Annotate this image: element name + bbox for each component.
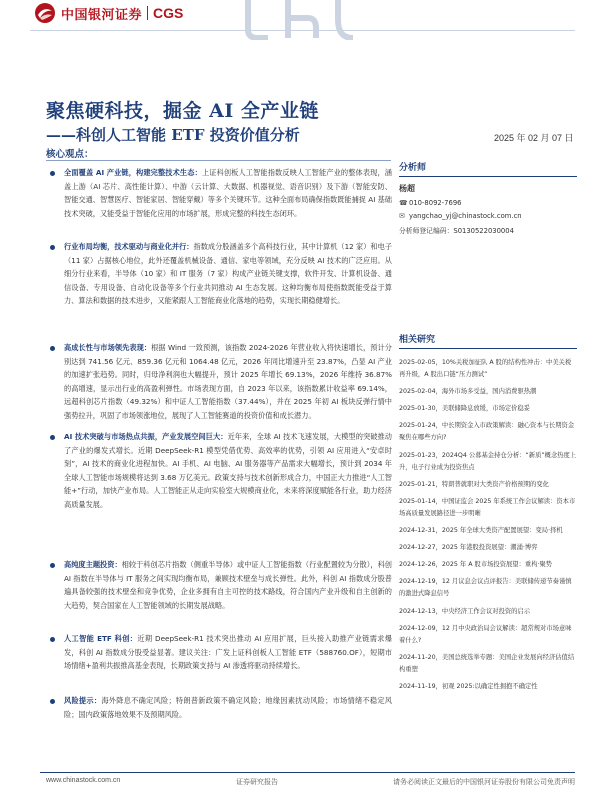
bullet-dot-icon [50, 699, 55, 704]
bullet-dot-icon [50, 435, 55, 440]
phone-icon: ☎ [399, 199, 408, 207]
related-heading: 相关研究 [399, 332, 577, 349]
related-item[interactable]: 2024-12-19，12 月议息会议点评报告：美联储传递节奏谨慎的激进式降息信号 [399, 578, 572, 598]
core-views-divider [46, 160, 391, 161]
bullet-text: 指数成分股涵盖多个高科技行业，其中计算机（12 家）和电子（11 家）占据核心地位，此外还覆盖机械设备、通信、家电等领域，充分反映 AI 技术的广泛应用。从细分行业来看，半导体（10 家）和 IT 服务（7 家）构成产业链关键支撑，软件开发、计算机设备、通信设备、专用设备、自动化设备等多个行业共同推动 AI 生态发展。这种均衡布局使指数既能受益于算力、算法和数据的技术进步，又能紧跟人工智能商业化落地的趋势，实现长期稳健增长。 [64, 242, 392, 306]
logo-text-cn: 中国银河证券 [61, 7, 143, 23]
header-divider [30, 30, 575, 31]
bullet-lead: 高纯度主题投资： [64, 560, 122, 569]
bullet-dot-icon [50, 637, 55, 642]
related-item[interactable]: 2025-01-21，特朗普就职对大类资产价格预期的变化 [399, 480, 549, 488]
bullet-text: 近期 DeepSeek-R1 技术突出推动 AI 应用扩展，巨头接入助推产业链需求爆发，科创 AI 指数成分股受益显著。建议关注：广发上证科创板人工智能 ETF（588760.OF），短期市场情绪+盈利共振推高基金表现，长期政策支持与 AI 渗透将驱动持续增长。 [64, 634, 392, 671]
bullet-text: 根据 Wind 一致预测，该指数 2024-2026 年营业收入将快速增长，预计分别达到 741.56 亿元、859.36 亿元和 1064.48 亿元，2026 年同比增速升至 23.87%，凸显 AI 产业的加速扩张趋势。同时，归母净利润也大幅提升，预计 2025 年增长 69.13%，2026 年维持 36.87% 的高增速，显示出行业的高盈利弹性。市场表现方面，自 2023 年以来，该指数累计收益率 69.14%，远超科创芯片指数（49.32%）和中证人工智能指数（37.44%），并在 2025 年初 AI 板块反弹行情中强势拉升，巩固了市场领涨地位，展现了人工智能赛道的投资价值和成长潜力。 [64, 343, 392, 420]
bullet-lead: AI 技术突破与市场热点共振，产业发展空间巨大： [64, 432, 228, 441]
bullet-item [46, 240, 392, 308]
related-item[interactable]: 2024-12-31，2025 年全球大类资产配置展望：变局·择机 [399, 527, 563, 535]
bullet-dot-icon [50, 346, 55, 351]
bullet-item [46, 632, 392, 673]
footer-disclaimer: 请务必阅读正文最后的中国银河证券股份有限公司免责声明 [393, 778, 575, 786]
related-item[interactable]: 2024-11-19，初观 2025:以确定性拥抱不确定性 [399, 682, 538, 690]
related-research-panel [399, 332, 577, 698]
analyst-panel [399, 160, 577, 235]
mail-icon: ✉ [399, 212, 405, 220]
related-item[interactable]: 2024-12-09，12 月中央政治局会议解读：超常规对市场意味着什么? [399, 624, 572, 644]
analyst-email [399, 212, 577, 220]
related-item[interactable]: 2025-02-04，海外市场多受益，国内消费驱热潮 [399, 388, 537, 396]
page-header [0, 0, 600, 32]
footer-website[interactable]: www.chinastock.com.cn [46, 777, 121, 784]
analyst-phone [399, 199, 577, 207]
report-date: 2025 年 02 月 07 日 [494, 133, 574, 143]
related-item[interactable]: 2025-01-23，2024Q4 公募基金持仓分析：“新质”概念热度上升，电子行业成为投资焦点 [399, 451, 577, 471]
bullet-dot-icon [50, 245, 55, 250]
related-list [399, 357, 577, 698]
bullet-item [46, 166, 392, 220]
bullet-lead: 行业布局均衡，技术驱动与商业化并行： [64, 242, 194, 251]
logo-mark-icon [34, 2, 56, 24]
bullet-dot-icon [50, 563, 55, 568]
analyst-heading: 分析师 [399, 160, 577, 177]
bullet-dot-icon [50, 171, 55, 176]
bullet-item [46, 694, 392, 721]
bullet-lead: 风险提示： [64, 696, 102, 705]
analyst-email-address[interactable]: yangchao_yj@chinastock.com.cn [409, 212, 522, 220]
bullet-text: 上证科创板人工智能指数反映人工智能产业的整体表现，涵盖上游（AI 芯片、高性能计算）、中游（云计算、大数据、机器视觉、语音识别）及下游（智能安防、智能交通、智慧医疗、智能家居、智能穿戴）等多个关键环节。这种全面布局确保指数既能捕捉 AI 基础技术突破，又能受益于智能化应用的市场扩展，形成完整的科技生态闭环。 [64, 168, 392, 218]
related-item[interactable]: 2024-12-13，中央经济工作会议对投资的启示 [399, 607, 531, 615]
bullet-lead: 高成长性与市场领先表现： [64, 343, 152, 352]
bullet-text: 海外降息不确定风险；特朗普新政策不确定风险；地缘因素扰动风险；市场情绪不稳定风险；国内政策落地效果不及预期风险。 [64, 696, 392, 719]
related-item[interactable]: 2025-01-14，中国证监会 2025 年系统工作会议解读：资本市场高质量发展路径进一步明晰 [399, 497, 576, 517]
related-item[interactable]: 2024-12-26，2025 年 A 股市场投资展望：重构·聚势 [399, 561, 553, 569]
report-subtitle: ——科创人工智能 ETF 投资价值分析 [46, 126, 300, 144]
bullet-lead: 全面覆盖 AI 产业链，构建完整技术生态： [64, 168, 202, 177]
report-title: 聚焦硬科技，掘金 AI 全产业链 [46, 100, 319, 122]
analyst-phone-number: 010-8092-7696 [409, 199, 462, 207]
related-item[interactable]: 2024-12-27，2025 年港股投资展望：潮涌·博弈 [399, 544, 538, 552]
footer-doc-type: 证券研究报告 [236, 778, 278, 786]
related-item[interactable]: 2025-01-24，中长期资金入市政策解读：融心资本与长期资金聚焦在哪些方向? [399, 422, 575, 442]
header-watermark-icon [238, 0, 368, 40]
core-views-label: 核心观点： [46, 149, 94, 160]
related-item[interactable]: 2025-02-05，10%关税加征队 A 股的结构性冲击：中美关税再升级，A 股出口链“压力测试” [399, 359, 572, 379]
logo-text-en: CGS [153, 5, 184, 21]
footer-divider [40, 772, 575, 773]
analyst-cert [399, 225, 577, 235]
analyst-cert-number: 分析师登记编码：S0130522030004 [399, 227, 514, 235]
bullet-lead: 人工智能 ETF 科创： [64, 634, 138, 643]
bullet-item [46, 341, 392, 423]
bullet-text: 相较于科创芯片指数（侧重半导体）或中证人工智能指数（行业配置较为分散），科创 AI 指数在半导体与 IT 服务之间实现均衡布局，兼顾技术壁垒与成长弹性。此外，科创 AI 指数成分股普遍具备较强的技术壁垒和竞争优势，企业多拥有自主可控的技术路线，符合国内产业升级和自主创新的大趋势，契合国家在人工智能领域的长期发展战略。 [64, 560, 392, 610]
related-item[interactable]: 2024-11-20，美国总统选举专题：美国企业发展向经济估值结构重塑 [399, 653, 575, 673]
related-item[interactable]: 2025-01-30，美联储降息放缓，市场定价稳妥 [399, 405, 531, 413]
logo-divider [147, 6, 148, 20]
bullet-text: 近年来，全球 AI 技术飞速发展，大模型的突破推动了产业的爆发式增长。近期 DeepSeek-R1 模型凭借优势、高效率的优势，引领 AI 应用进入“安卓时刻”，AI 技术的商业化进程加快。AI 手机、AI 电脑、AI 服务器等产品需求大幅增长，预计到 2034 年全球人工智能市场规模将达到 3.68 万亿美元。政策支持与技术创新形成合力，中国正大力推进“人工智能+”行动，加快产业布局。人工智能正从走向实验室大规模商业化，未来将深度赋能各行业，助力经济高质量发展。 [64, 432, 392, 509]
company-logo [34, 2, 183, 24]
analyst-name: 杨超 [399, 184, 415, 193]
bullet-item [46, 430, 392, 512]
bullet-item [46, 558, 392, 612]
